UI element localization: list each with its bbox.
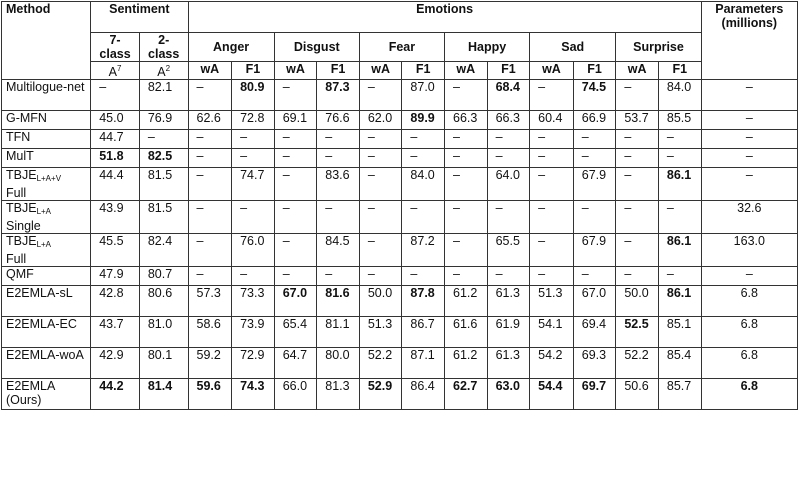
value-cell: 65.4 <box>274 317 317 348</box>
parameters-cell: – <box>701 149 797 168</box>
parameters-header: Parameters (millions) <box>701 2 797 80</box>
value-cell: 54.1 <box>530 317 574 348</box>
value-cell: 67.0 <box>274 286 317 317</box>
method-cell: $TBJE_{L+A}$ Single <box>2 201 91 234</box>
emotion-header-disgust: Disgust <box>274 33 359 62</box>
parameters-cell: 32.6 <box>701 201 797 234</box>
value-cell: 58.6 <box>188 317 232 348</box>
metric-wa-happy: wA <box>445 62 488 80</box>
value-cell: 51.3 <box>530 286 574 317</box>
value-cell: 61.9 <box>487 317 530 348</box>
value-cell: – <box>445 168 488 201</box>
value-cell: 52.5 <box>616 317 659 348</box>
value-cell: 51.3 <box>359 317 402 348</box>
value-cell: 76.9 <box>139 111 188 130</box>
table-row <box>2 111 798 130</box>
value-cell: 61.6 <box>445 317 488 348</box>
value-cell: 52.9 <box>359 379 402 410</box>
table-row <box>2 149 798 168</box>
value-cell: 80.7 <box>139 267 188 286</box>
value-cell: – <box>530 234 574 267</box>
value-cell: – <box>91 80 140 111</box>
value-cell: – <box>658 130 701 149</box>
metric-f1-fear: F1 <box>402 62 445 80</box>
value-cell: – <box>274 201 317 234</box>
value-cell: – <box>359 234 402 267</box>
value-cell: – <box>402 201 445 234</box>
value-cell: – <box>530 130 574 149</box>
value-cell: 61.2 <box>445 348 488 379</box>
value-cell: – <box>274 149 317 168</box>
value-cell: 64.0 <box>487 168 530 201</box>
value-cell: – <box>487 201 530 234</box>
value-cell: 62.7 <box>445 379 488 410</box>
value-cell: 50.0 <box>359 286 402 317</box>
value-cell: – <box>402 267 445 286</box>
value-cell: – <box>232 130 275 149</box>
value-cell: 86.1 <box>658 234 701 267</box>
value-cell: 87.0 <box>402 80 445 111</box>
metric-wa-surprise: wA <box>616 62 659 80</box>
value-cell: 87.2 <box>402 234 445 267</box>
value-cell: – <box>188 80 232 111</box>
emotion-header-surprise: Surprise <box>616 33 701 62</box>
value-cell: 44.4 <box>91 168 140 201</box>
value-cell: 82.5 <box>139 149 188 168</box>
value-cell: 80.1 <box>139 348 188 379</box>
value-cell: 52.2 <box>616 348 659 379</box>
value-cell: – <box>188 267 232 286</box>
value-cell: 66.3 <box>487 111 530 130</box>
table-row <box>2 168 798 201</box>
metric-a2: $A^2$ <box>139 62 188 80</box>
table-row <box>2 286 798 317</box>
value-cell: – <box>445 234 488 267</box>
value-cell: 76.6 <box>317 111 360 130</box>
parameters-cell: 163.0 <box>701 234 797 267</box>
method-cell: E2EMLA (Ours) <box>2 379 91 410</box>
value-cell: 63.0 <box>487 379 530 410</box>
value-cell: – <box>530 168 574 201</box>
emotion-header-sad: Sad <box>530 33 616 62</box>
results-table <box>1 1 798 410</box>
value-cell: – <box>188 130 232 149</box>
metric-wa-sad: wA <box>530 62 574 80</box>
metric-a7: $A^7$ <box>91 62 140 80</box>
parameters-cell: 6.8 <box>701 317 797 348</box>
parameters-cell: – <box>701 267 797 286</box>
value-cell: 61.3 <box>487 286 530 317</box>
value-cell: 44.2 <box>91 379 140 410</box>
table-row <box>2 201 798 234</box>
value-cell: – <box>616 80 659 111</box>
sentiment-2class-header: 2-class <box>139 33 188 62</box>
emotions-header: Emotions <box>188 2 701 33</box>
emotion-header-fear: Fear <box>359 33 444 62</box>
value-cell: – <box>445 201 488 234</box>
value-cell: 69.1 <box>274 111 317 130</box>
value-cell: 57.3 <box>188 286 232 317</box>
value-cell: 84.5 <box>317 234 360 267</box>
value-cell: 81.5 <box>139 201 188 234</box>
value-cell: 74.7 <box>232 168 275 201</box>
value-cell: – <box>616 267 659 286</box>
value-cell: – <box>658 201 701 234</box>
value-cell: – <box>530 267 574 286</box>
value-cell: – <box>188 149 232 168</box>
value-cell: – <box>616 201 659 234</box>
value-cell: – <box>530 201 574 234</box>
value-cell: – <box>530 80 574 111</box>
value-cell: 86.1 <box>658 286 701 317</box>
value-cell: 81.5 <box>139 168 188 201</box>
value-cell: 59.2 <box>188 348 232 379</box>
value-cell: 86.7 <box>402 317 445 348</box>
value-cell: 85.4 <box>658 348 701 379</box>
value-cell: – <box>487 267 530 286</box>
value-cell: 47.9 <box>91 267 140 286</box>
value-cell: 64.7 <box>274 348 317 379</box>
value-cell: 45.0 <box>91 111 140 130</box>
emotion-header-happy: Happy <box>445 33 530 62</box>
value-cell: – <box>402 149 445 168</box>
value-cell: – <box>445 130 488 149</box>
value-cell: – <box>573 267 616 286</box>
value-cell: 80.0 <box>317 348 360 379</box>
value-cell: 86.4 <box>402 379 445 410</box>
value-cell: 72.9 <box>232 348 275 379</box>
value-cell: – <box>274 234 317 267</box>
method-cell: TFN <box>2 130 91 149</box>
value-cell: – <box>188 234 232 267</box>
metric-wa-fear: wA <box>359 62 402 80</box>
value-cell: – <box>274 267 317 286</box>
parameters-cell: – <box>701 111 797 130</box>
value-cell: 61.2 <box>445 286 488 317</box>
table-body <box>2 80 798 410</box>
value-cell: 81.1 <box>317 317 360 348</box>
value-cell: 87.1 <box>402 348 445 379</box>
value-cell: – <box>616 130 659 149</box>
value-cell: – <box>530 149 574 168</box>
table-row <box>2 234 798 267</box>
value-cell: 80.9 <box>232 80 275 111</box>
metric-f1-sad: F1 <box>573 62 616 80</box>
value-cell: 72.8 <box>232 111 275 130</box>
value-cell: 80.6 <box>139 286 188 317</box>
value-cell: 50.6 <box>616 379 659 410</box>
value-cell: 52.2 <box>359 348 402 379</box>
value-cell: – <box>188 201 232 234</box>
value-cell: 86.1 <box>658 168 701 201</box>
value-cell: – <box>188 168 232 201</box>
sentiment-7class-header: 7-class <box>91 33 140 62</box>
value-cell: – <box>274 80 317 111</box>
method-header: Method <box>2 2 91 80</box>
parameters-cell: 6.8 <box>701 286 797 317</box>
value-cell: – <box>232 149 275 168</box>
value-cell: 59.6 <box>188 379 232 410</box>
value-cell: 45.5 <box>91 234 140 267</box>
value-cell: 85.1 <box>658 317 701 348</box>
value-cell: – <box>402 130 445 149</box>
value-cell: 84.0 <box>658 80 701 111</box>
value-cell: – <box>359 149 402 168</box>
table-row <box>2 379 798 410</box>
parameters-cell: – <box>701 168 797 201</box>
method-cell: E2EMLA-EC <box>2 317 91 348</box>
method-cell: $TBJE_{L+A}$ Full <box>2 234 91 267</box>
value-cell: 43.9 <box>91 201 140 234</box>
parameters-cell: – <box>701 130 797 149</box>
value-cell: 84.0 <box>402 168 445 201</box>
value-cell: 65.5 <box>487 234 530 267</box>
value-cell: 87.8 <box>402 286 445 317</box>
value-cell: 68.4 <box>487 80 530 111</box>
metric-wa-disgust: wA <box>274 62 317 80</box>
table-row <box>2 80 798 111</box>
value-cell: 74.5 <box>573 80 616 111</box>
metric-wa-anger: wA <box>188 62 232 80</box>
value-cell: 74.3 <box>232 379 275 410</box>
method-cell: MulT <box>2 149 91 168</box>
value-cell: – <box>317 267 360 286</box>
value-cell: – <box>274 130 317 149</box>
value-cell: – <box>616 149 659 168</box>
value-cell: – <box>658 149 701 168</box>
value-cell: 43.7 <box>91 317 140 348</box>
value-cell: – <box>317 149 360 168</box>
sentiment-header: Sentiment <box>91 2 188 33</box>
metric-f1-surprise: F1 <box>658 62 701 80</box>
value-cell: 54.4 <box>530 379 574 410</box>
value-cell: 42.9 <box>91 348 140 379</box>
value-cell: 53.7 <box>616 111 659 130</box>
value-cell: – <box>573 130 616 149</box>
value-cell: – <box>359 168 402 201</box>
value-cell: 69.7 <box>573 379 616 410</box>
value-cell: 87.3 <box>317 80 360 111</box>
value-cell: 54.2 <box>530 348 574 379</box>
value-cell: 60.4 <box>530 111 574 130</box>
value-cell: 67.0 <box>573 286 616 317</box>
metric-f1-happy: F1 <box>487 62 530 80</box>
value-cell: 42.8 <box>91 286 140 317</box>
value-cell: 81.6 <box>317 286 360 317</box>
metric-f1-disgust: F1 <box>317 62 360 80</box>
value-cell: 89.9 <box>402 111 445 130</box>
value-cell: – <box>359 201 402 234</box>
value-cell: 81.4 <box>139 379 188 410</box>
value-cell: 67.9 <box>573 234 616 267</box>
value-cell: 69.3 <box>573 348 616 379</box>
value-cell: 66.0 <box>274 379 317 410</box>
value-cell: 82.1 <box>139 80 188 111</box>
emotion-header-anger: Anger <box>188 33 274 62</box>
value-cell: 73.9 <box>232 317 275 348</box>
method-cell: $TBJE_{L+A+V}$ Full <box>2 168 91 201</box>
value-cell: – <box>359 267 402 286</box>
method-cell: E2EMLA-woA <box>2 348 91 379</box>
method-cell: E2EMLA-sL <box>2 286 91 317</box>
value-cell: 83.6 <box>317 168 360 201</box>
value-cell: – <box>445 80 488 111</box>
value-cell: 76.0 <box>232 234 275 267</box>
table-row <box>2 317 798 348</box>
table-row <box>2 267 798 286</box>
value-cell: 62.6 <box>188 111 232 130</box>
value-cell: – <box>317 201 360 234</box>
value-cell: 82.4 <box>139 234 188 267</box>
value-cell: – <box>232 201 275 234</box>
parameters-cell: 6.8 <box>701 379 797 410</box>
value-cell: – <box>359 130 402 149</box>
value-cell: 67.9 <box>573 168 616 201</box>
value-cell: 61.3 <box>487 348 530 379</box>
value-cell: – <box>573 149 616 168</box>
method-cell: Multilogue-net <box>2 80 91 111</box>
value-cell: – <box>317 130 360 149</box>
parameters-cell: 6.8 <box>701 348 797 379</box>
value-cell: 44.7 <box>91 130 140 149</box>
value-cell: 81.0 <box>139 317 188 348</box>
value-cell: 66.9 <box>573 111 616 130</box>
table-row <box>2 348 798 379</box>
value-cell: – <box>616 168 659 201</box>
method-cell: QMF <box>2 267 91 286</box>
value-cell: 85.7 <box>658 379 701 410</box>
value-cell: 85.5 <box>658 111 701 130</box>
value-cell: 51.8 <box>91 149 140 168</box>
value-cell: – <box>487 130 530 149</box>
value-cell: – <box>274 168 317 201</box>
value-cell: – <box>139 130 188 149</box>
value-cell: 73.3 <box>232 286 275 317</box>
parameters-cell: – <box>701 80 797 111</box>
value-cell: 66.3 <box>445 111 488 130</box>
metric-f1-anger: F1 <box>232 62 275 80</box>
value-cell: – <box>232 267 275 286</box>
value-cell: – <box>359 80 402 111</box>
value-cell: – <box>445 149 488 168</box>
table-row <box>2 130 798 149</box>
value-cell: – <box>658 267 701 286</box>
value-cell: – <box>616 234 659 267</box>
value-cell: – <box>573 201 616 234</box>
value-cell: – <box>487 149 530 168</box>
value-cell: – <box>445 267 488 286</box>
value-cell: 62.0 <box>359 111 402 130</box>
value-cell: 81.3 <box>317 379 360 410</box>
value-cell: 69.4 <box>573 317 616 348</box>
value-cell: 50.0 <box>616 286 659 317</box>
method-cell: G-MFN <box>2 111 91 130</box>
